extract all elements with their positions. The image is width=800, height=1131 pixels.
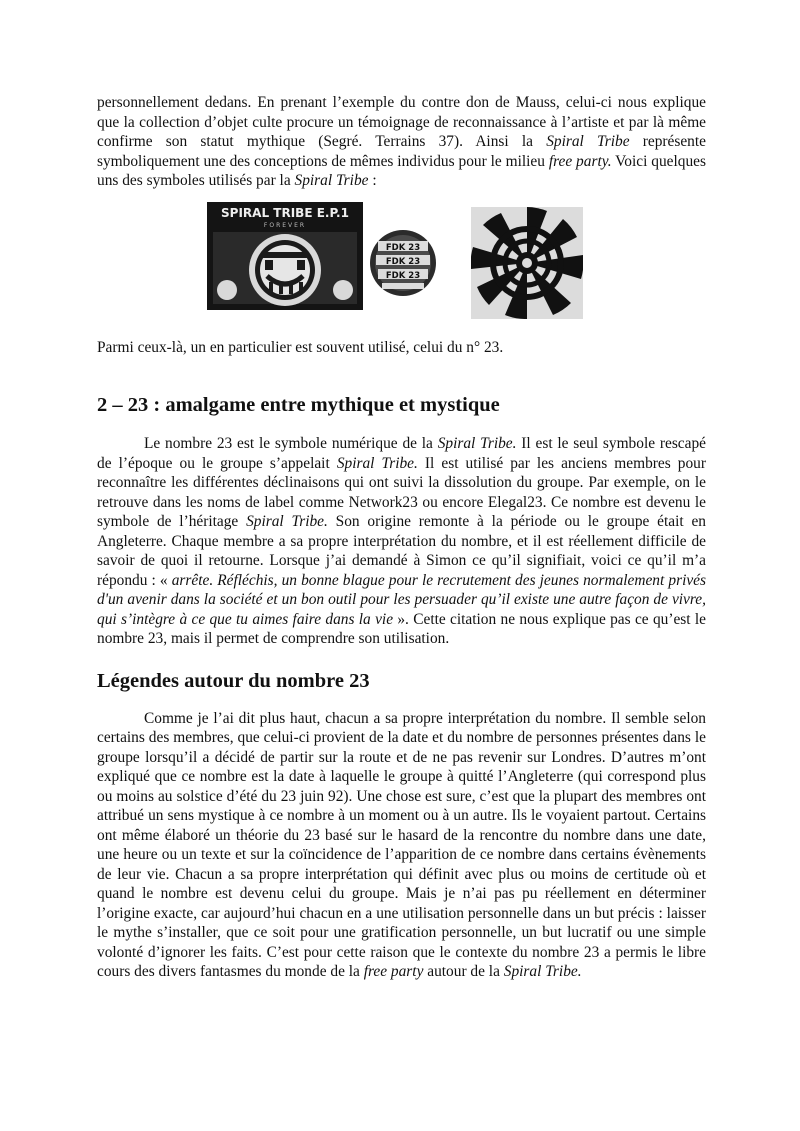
section-heading-23: 2 – 23 : amalgame entre mythique et mystique [97,394,500,416]
spiral-pattern-image [471,207,583,319]
simon-quote: arrête. Réfléchis, un bonne blague pour le recrutement des jeunes normalement privés d'un avenir dans la société et un bon outil pour les persuader qu’il existe une autre façon de vivre, qui s’intègre à ce que tu aimes faire dans la vie [97,571,706,628]
symbol-images [97,200,706,330]
image-caption: Parmi ceux-là, un en particulier est souvent utilisé, celui du n° 23. [97,338,504,356]
svg-text:FDK 23: FDK 23 [385,256,421,267]
svg-text:FDK 23: FDK 23 [385,270,421,281]
paragraph-legendes: Comme je l’ai dit plus haut, chacun a sa propre interprétation du nombre. Il semble selon certains des membres, que celui-ci provient de la date et du nombre de personnes présentes dans le groupe lorsqu’il a décidé de partir sur la route et de ne pas revenir sur Londres. D’autres m’ont expliqué que ce nombre est la date à laquelle le groupe à quitté l’Angleterre (qui correspond plus ou moins au solstice d’été du 23 juin 92). Une chose est sure, c’est que la plupart des membres ont attribué un sens mystique à ce nombre à un moment ou à un autre. Ils le voyaient partout. Certains ont même élaboré un théorie du 23 basé sur le hasard de la rencontre du nombre dans une date, une heure ou un texte et sur la coïncidence de l’apparition de ce nombre dans certains évènements de leur vie. Chacun a sa propre interprétation qui définit avec plus ou moins de certitude où et quand le nombre est devenu celui du groupe. Mais je n’ai pas pu réellement en déterminer l’origine exacte, car aujourd’hui chacun en a une utilisation personnelle dans un but précis : laisser le mythe s’installer, que ce soit pour une gratification personnelle, un but lucratif ou une simple volonté d’ignorer les faits. C’est pour cette raison que le contexte du nombre 23 a permis le libre cours des divers fantasmes du monde de la free party autour de la Spiral Tribe. [97,709,706,980]
paragraph-number-23: Le nombre 23 est le symbole numérique de la Spiral Tribe. Il est le seul symbole rescapé de l’époque ou le groupe s’appelait Spiral Tribe. Il est utilisé par les anciens membres pour reconnaître les différentes déclinaisons qui ont suivi la dissolution du groupe. Par exemple, on le retrouve dans les noms de label comme Network23 ou encore Elegal23. Ce nombre est devenu le symbole de l’héritage Spiral Tribe. Son origine remonte à la période ou le groupe était en Angleterre. Chaque membre a sa propre interprétation du nombre, et il est réellement difficile de savoir de quoi il retourne. Lorsque j’ai demandé à Simon ce qu’il signifiait, voici ce qu’il m’a répondu : « arrête. Réfléchis, un bonne blague pour le recrutement des jeunes normalement privés d'un avenir dans la société et un bon outil pour les persuader qu’il existe une autre façon de vivre, qui s’intègre à ce que tu aimes faire dans la vie ». Cette citation ne nous explique pas ce qu’est le nombre 23, mais il permet de comprendre son utilisation. [97,435,706,647]
cover-title: SPIRAL TRIBE E.P.1 [221,205,349,220]
cover-subtitle: FOREVER [263,221,307,229]
spiral-tribe-ep-cover-image [207,202,363,310]
section-heading-legendes: Légendes autour du nombre 23 [97,669,370,692]
paragraph-intro: personnellement dedans. En prenant l’exemple du contre don de Mauss, celui-ci nous explique que la collection d’objet culte procure un témoignage de reconnaissance à l’artiste et par là même confirme son statut mythique (Segré. Terrains 37). Ainsi la Spiral Tribe représente symboliquement une des conceptions de mêmes individus pour le milieu free party. Voici quelques uns des symboles utilisés par la Spiral Tribe : [97,94,706,189]
document-page [97,93,706,982]
fdk-23-disc-image [368,227,438,299]
svg-text:FDK 23: FDK 23 [385,242,421,253]
